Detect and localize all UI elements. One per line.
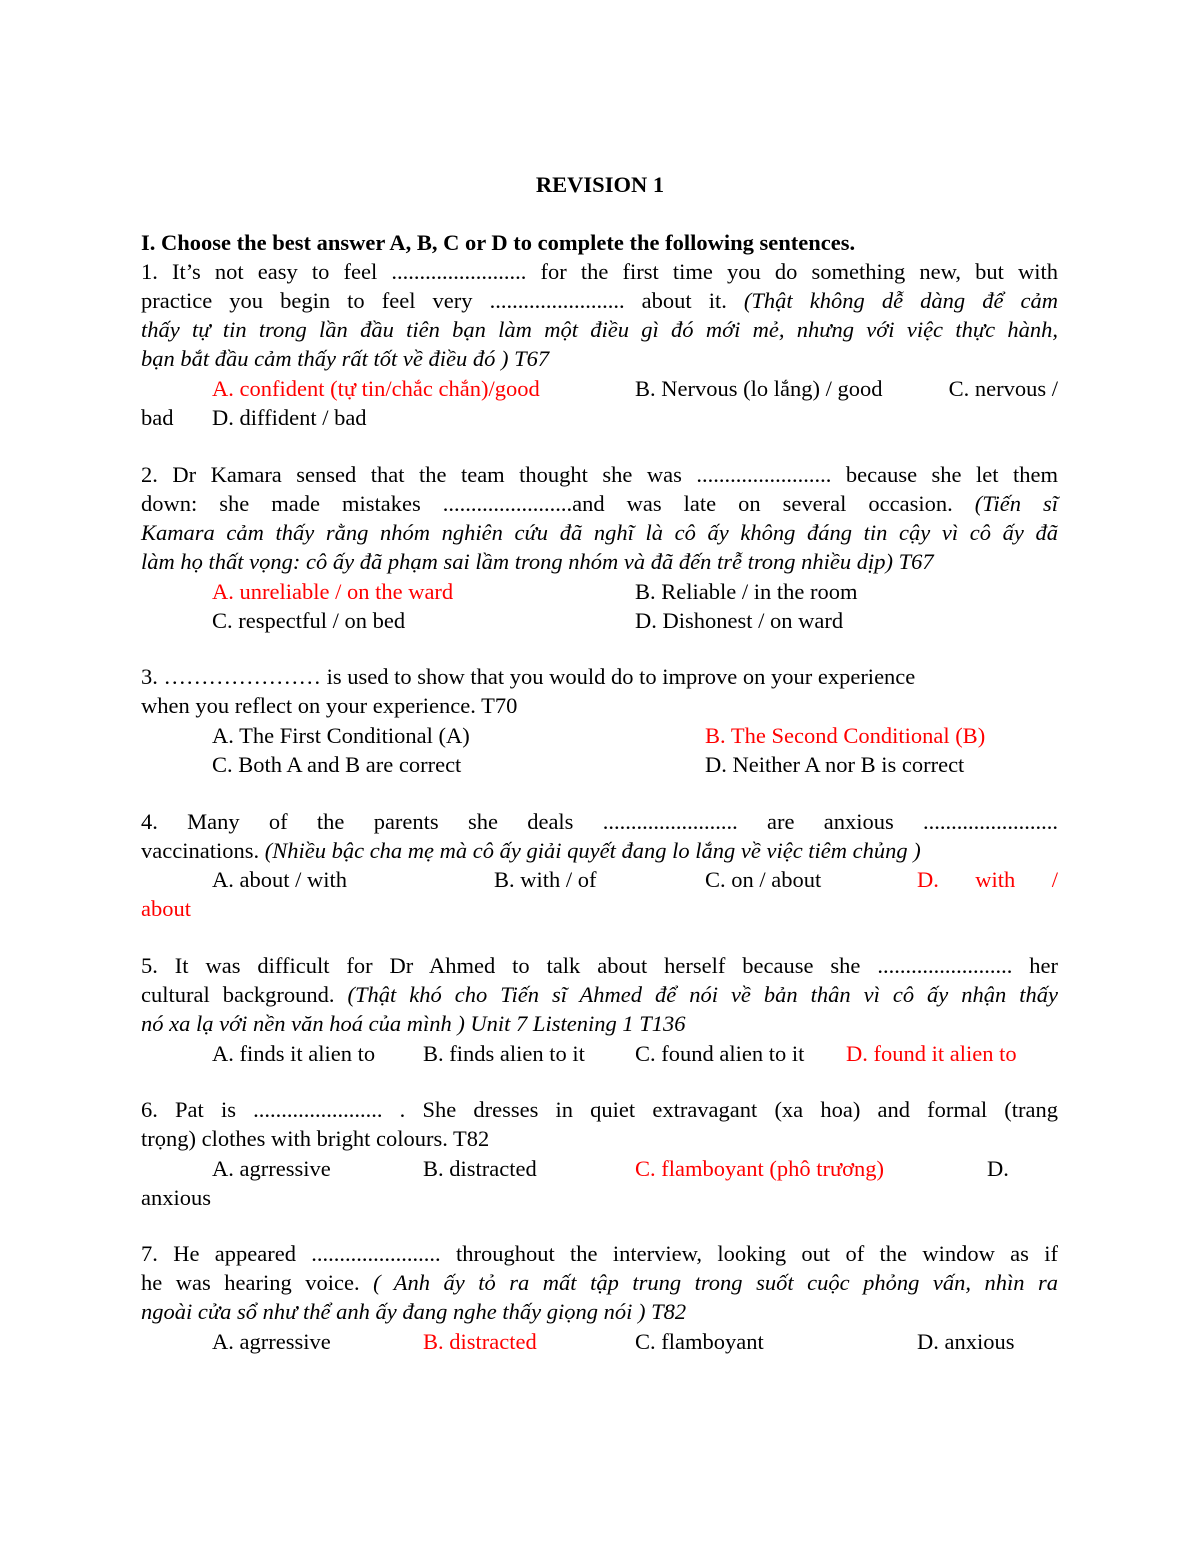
q6-option-b: B. distracted bbox=[423, 1156, 537, 1181]
q2-translation-start: (Tiến sĩ bbox=[974, 491, 1058, 516]
q2-line-1: 2. Dr Kamara sensed that the team thought she was ........................ because she let them bbox=[141, 462, 1058, 487]
q5-line-1: 5. It was difficult for Dr Ahmed to talk about herself because she ........................ her bbox=[141, 953, 1058, 978]
q7-line-1: 7. He appeared ....................... throughout the interview, looking out of the window as if bbox=[141, 1241, 1058, 1266]
q2-translation-line-3: Kamara cảm thấy rằng nhóm nghiên cứu đã nghĩ là cô ấy không đáng tin cậy vì cô ấy đã bbox=[141, 520, 1058, 545]
q7-translation-start: ( Anh ấy tỏ ra mất tập trung trong suốt cuộc phỏng vấn, nhìn ra bbox=[373, 1270, 1059, 1295]
q6-line-1: 6. Pat is ....................... . She dresses in quiet extravagant (xa hoa) and formal (trang bbox=[141, 1097, 1058, 1122]
q5-option-c: C. found alien to it bbox=[635, 1041, 805, 1066]
q1-option-c: C. nervous / bbox=[948, 376, 1058, 401]
q1-line-2-text: practice you begin to feel very ........................ about it. bbox=[141, 288, 727, 313]
q6-option-d: D. bbox=[987, 1156, 1009, 1181]
q3-option-d: D. Neither A nor B is correct bbox=[705, 752, 965, 777]
q5-translation-line-3: nó xa lạ với nền văn hoá của mình ) Unit 7 Listening 1 T136 bbox=[141, 1011, 686, 1036]
q1-option-a-answer: A. confident (tự tin/chắc chắn)/good bbox=[212, 376, 540, 401]
q2-line-2 bbox=[141, 489, 1058, 518]
q1-translation-line-3: thấy tự tin trong lần đầu tiên bạn làm một điều gì đó mới mẻ, nhưng với việc thực hành, bbox=[141, 317, 1058, 342]
q4-line-2-text: vaccinations. bbox=[141, 838, 260, 863]
q1-translation-line-4: bạn bắt đầu cảm thấy rất tốt về điều đó ) T67 bbox=[141, 346, 550, 371]
q3-option-c: C. Both A and B are correct bbox=[212, 752, 462, 777]
q4-line-2 bbox=[141, 836, 1058, 865]
q6-option-c-answer: C. flamboyant (phô trương) bbox=[635, 1156, 885, 1181]
q1-line-1: 1. It’s not easy to feel ........................ for the first time you do something new, but with bbox=[141, 259, 1058, 284]
q1-translation-start: (Thật không dễ dàng để cảm bbox=[743, 288, 1058, 313]
q3-option-b-answer: B. The Second Conditional (B) bbox=[705, 723, 986, 748]
q1-option-d: D. diffident / bad bbox=[212, 405, 367, 430]
q5-line-2-text: cultural background. bbox=[141, 982, 335, 1007]
q3-option-a: A. The First Conditional (A) bbox=[212, 723, 470, 748]
q7-line-2-text: he was hearing voice. bbox=[141, 1270, 360, 1295]
q3-line-2: when you reflect on your experience. T70 bbox=[141, 693, 518, 718]
q3-line-1: 3. ………………… is used to show that you would do to improve on your experience bbox=[141, 664, 916, 689]
page-title: REVISION 1 bbox=[535, 172, 665, 197]
q6-option-d-continued: anxious bbox=[141, 1185, 211, 1210]
q7-option-d: D. anxious bbox=[917, 1329, 1015, 1354]
q7-translation-line-3: ngoài cửa sổ như thể anh ấy đang nghe thấy giọng nói ) T82 bbox=[141, 1299, 687, 1324]
q2-translation-line-4: làm họ thất vọng: cô ấy đã phạm sai lầm trong nhóm và đã đến trễ trong nhiều dịp) T67 bbox=[141, 549, 934, 574]
section-heading: I. Choose the best answer A, B, C or D to complete the following sentences. bbox=[141, 230, 856, 255]
q4-option-d-continued: about bbox=[141, 896, 191, 921]
q2-option-a-answer: A. unreliable / on the ward bbox=[212, 579, 454, 604]
q4-option-d-answer: D. with / bbox=[917, 867, 1058, 892]
q4-translation: (Nhiều bậc cha mẹ mà cô ấy giải quyết đang lo lắng về việc tiêm chủng ) bbox=[264, 838, 921, 863]
q4-option-c: C. on / about bbox=[705, 867, 822, 892]
q5-option-b: B. finds alien to it bbox=[423, 1041, 585, 1066]
q7-option-b-answer: B. distracted bbox=[423, 1329, 537, 1354]
q2-option-c: C. respectful / on bed bbox=[212, 608, 406, 633]
q6-option-a: A. agrressive bbox=[212, 1156, 331, 1181]
q4-option-a: A. about / with bbox=[212, 867, 347, 892]
q4-option-b: B. with / of bbox=[494, 867, 597, 892]
q2-line-2-text: down: she made mistakes .......................and was late on several occasion. bbox=[141, 491, 953, 516]
q5-line-2 bbox=[141, 980, 1058, 1009]
q7-option-c: C. flamboyant bbox=[635, 1329, 764, 1354]
q1-option-b: B. Nervous (lo lắng) / good bbox=[635, 376, 883, 401]
q1-line-2 bbox=[141, 286, 1058, 315]
q5-translation-start: (Thật khó cho Tiến sĩ Ahmed để nói về bản thân vì cô ấy nhận thấy bbox=[347, 982, 1059, 1007]
q7-option-a: A. agrressive bbox=[212, 1329, 331, 1354]
q6-line-2: trọng) clothes with bright colours. T82 bbox=[141, 1126, 490, 1151]
q2-option-d: D. Dishonest / on ward bbox=[635, 608, 844, 633]
q2-option-b: B. Reliable / in the room bbox=[635, 579, 858, 604]
q5-option-d-answer: D. found it alien to bbox=[846, 1041, 1017, 1066]
q4-line-1: 4. Many of the parents she deals ........................ are anxious ........................ bbox=[141, 809, 1058, 834]
q1-option-c-continued: bad bbox=[141, 405, 174, 430]
q7-line-2 bbox=[141, 1268, 1058, 1297]
q5-option-a: A. finds it alien to bbox=[212, 1041, 376, 1066]
